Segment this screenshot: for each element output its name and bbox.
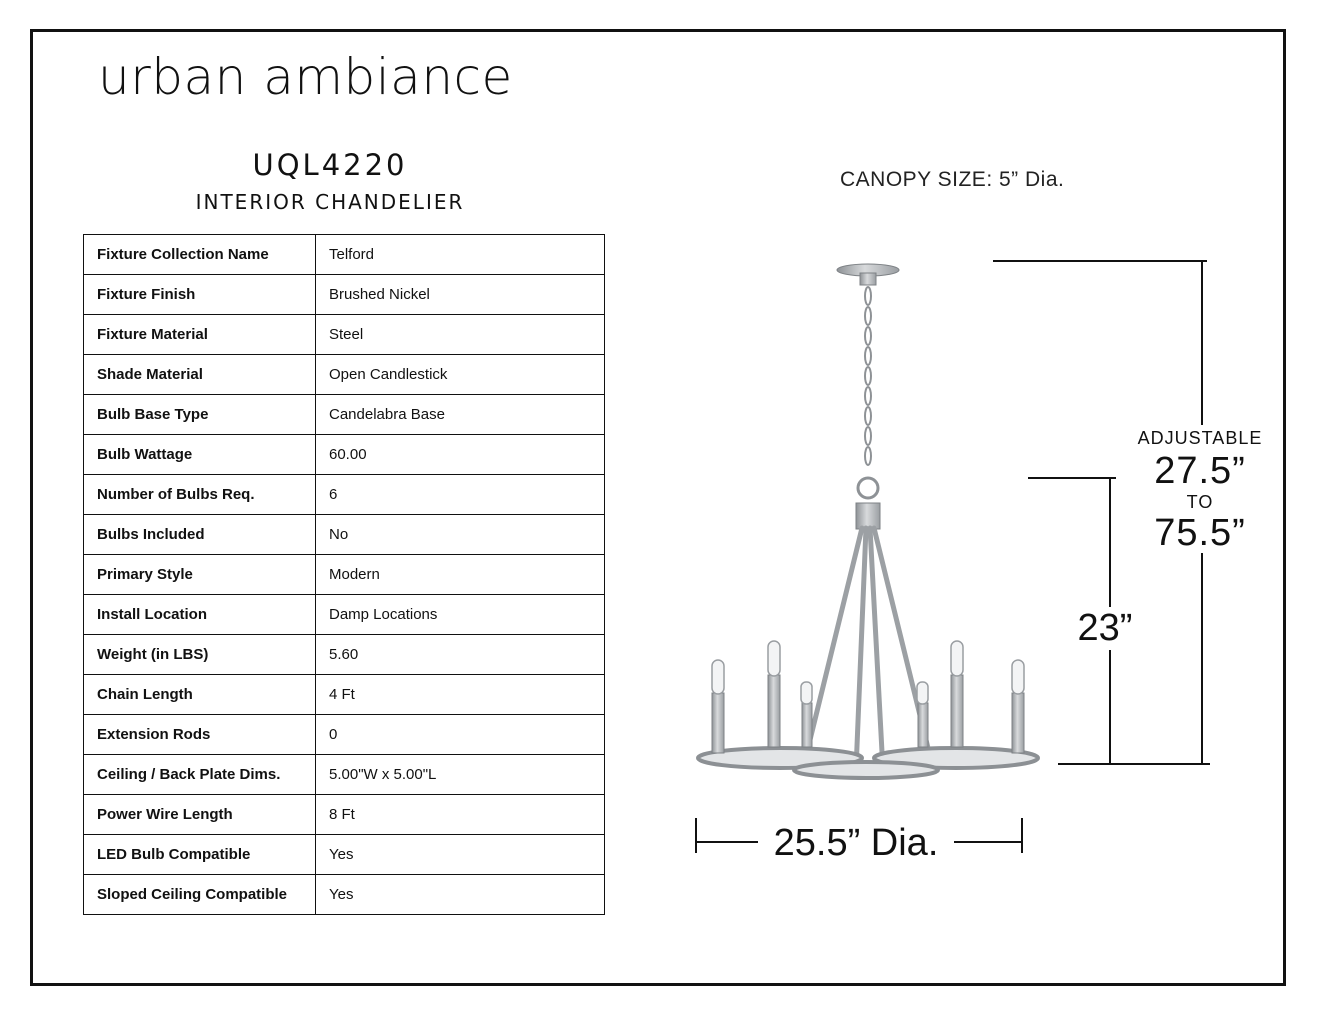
spec-value: Yes	[316, 835, 605, 875]
center-hub	[856, 503, 880, 529]
canopy-plate	[837, 264, 899, 285]
spec-value: Damp Locations	[316, 595, 605, 635]
adjustable-max-height: 75.5”	[1154, 512, 1246, 554]
adjustable-label: ADJUSTABLE	[1137, 428, 1263, 448]
spec-label: Ceiling / Back Plate Dims.	[84, 755, 316, 795]
spec-value: 8 Ft	[316, 795, 605, 835]
spec-value: Telford	[316, 235, 605, 275]
spec-label: Primary Style	[84, 555, 316, 595]
spec-label: Bulb Base Type	[84, 395, 316, 435]
spec-value: Open Candlestick	[316, 355, 605, 395]
candle-sockets	[712, 675, 1024, 753]
support-arms	[808, 528, 928, 770]
product-type: INTERIOR CHANDELIER	[195, 190, 465, 214]
base-rings	[698, 748, 1038, 778]
spec-value: Candelabra Base	[316, 395, 605, 435]
spec-label: Fixture Collection Name	[84, 235, 316, 275]
canopy-size-label: CANOPY SIZE: 5” Dia.	[840, 168, 1065, 191]
spec-label: Fixture Material	[84, 315, 316, 355]
spec-label: Sloped Ceiling Compatible	[84, 875, 316, 915]
spec-value: Brushed Nickel	[316, 275, 605, 315]
spec-value: 6	[316, 475, 605, 515]
spec-value: Steel	[316, 315, 605, 355]
spec-label: Install Location	[84, 595, 316, 635]
spec-value: No	[316, 515, 605, 555]
spec-value: 0	[316, 715, 605, 755]
spec-label: Extension Rods	[84, 715, 316, 755]
bulbs	[712, 641, 1024, 704]
adjustable-min-height: 27.5”	[1154, 450, 1246, 492]
fixture-diameter-label: 25.5” Dia.	[758, 822, 954, 865]
spec-label: Bulb Wattage	[84, 435, 316, 475]
adjustable-to-label: TO	[1186, 492, 1214, 512]
spec-label: Power Wire Length	[84, 795, 316, 835]
spec-label: Bulbs Included	[84, 515, 316, 555]
spec-value: 5.60	[316, 635, 605, 675]
spec-label: Chain Length	[84, 675, 316, 715]
spec-label: Fixture Finish	[84, 275, 316, 315]
spec-label: Shade Material	[84, 355, 316, 395]
spec-value: 4 Ft	[316, 675, 605, 715]
spec-value: 5.00"W x 5.00"L	[316, 755, 605, 795]
spec-label: Weight (in LBS)	[84, 635, 316, 675]
spec-value: Modern	[316, 555, 605, 595]
spec-value: 60.00	[316, 435, 605, 475]
brand-logo: urban ambiance	[98, 48, 513, 106]
spec-value: Yes	[316, 875, 605, 915]
fixture-height-label: 23”	[1060, 607, 1150, 650]
spec-label: LED Bulb Compatible	[84, 835, 316, 875]
spec-label: Number of Bulbs Req.	[84, 475, 316, 515]
model-number: UQL4220	[252, 148, 408, 182]
chain	[858, 287, 878, 498]
